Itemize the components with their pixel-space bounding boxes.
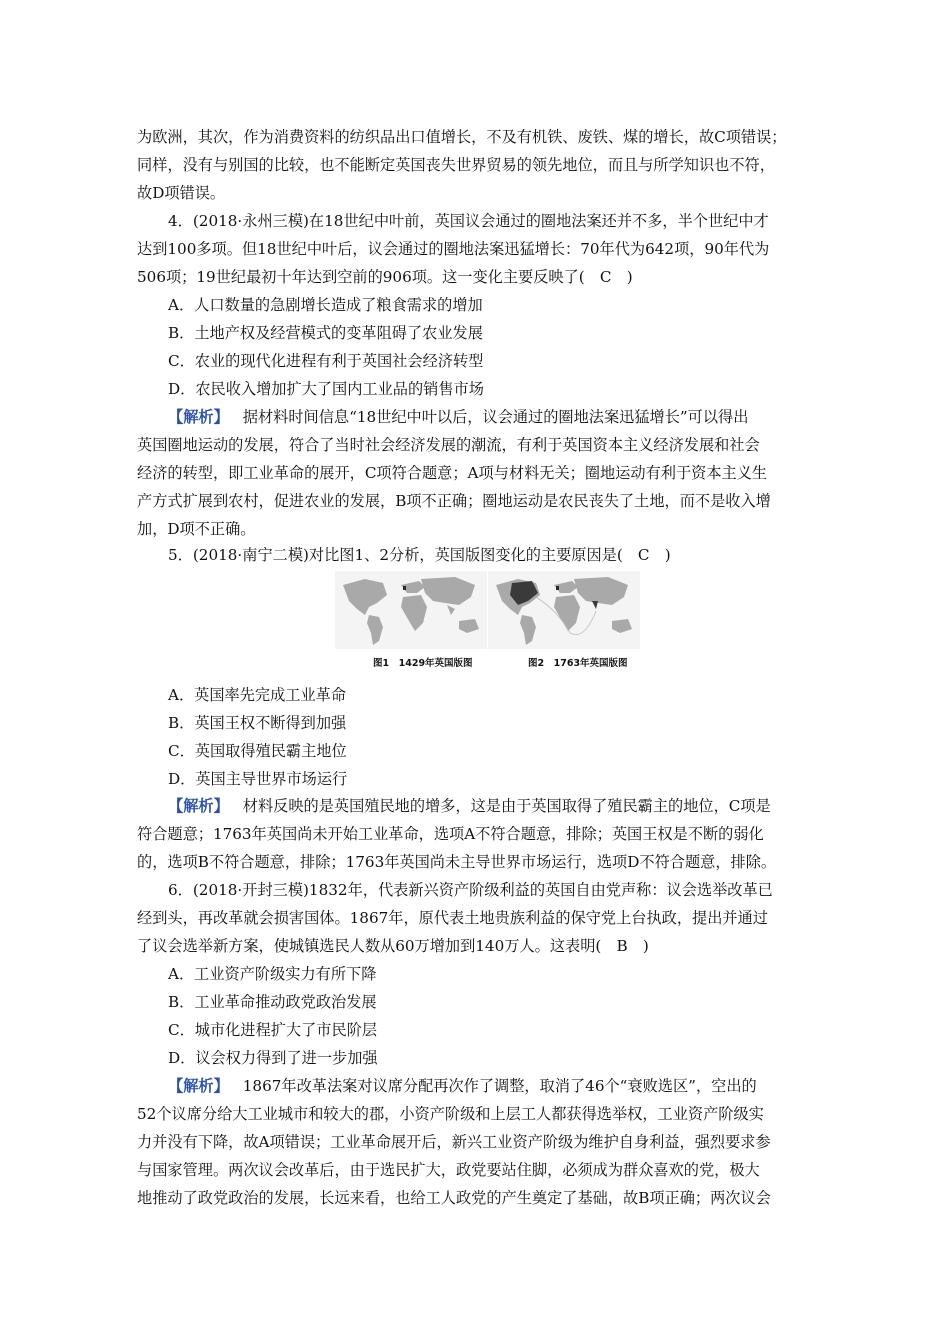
option-d: D．农民收入增加扩大了国内工业品的销售市场 — [168, 380, 484, 398]
text-line: 52个议席分给大工业城市和较大的郡，小资产阶级和上层工人都获得选举权，工业资产阶级实 — [137, 1105, 764, 1123]
text-line: 了议会选举新方案，使城镇选民人数从60万增加到140万人。这表明( B ) — [137, 937, 649, 955]
option-d: D．英国主导世界市场运行 — [168, 770, 348, 788]
text-line: 故D项错误。 — [137, 184, 226, 202]
option-d: D．议会权力得到了进一步加强 — [168, 1049, 378, 1067]
option-a: A．工业资产阶级实力有所下降 — [168, 965, 377, 983]
text-line: 达到100多项。但18世纪中叶后，议会通过的圈地法案迅猛增长：70年代为642项，90年代为 — [137, 240, 770, 258]
text-line: 506项；19世纪最初十年达到空前的906项。这一变化主要反映了( C ) — [137, 268, 633, 286]
world-map-icon — [335, 571, 487, 649]
text-line: 经济的转型，即工业革命的展开，C项符合题意；A项与材料无关；圈地运动有利于资本主义生 — [137, 464, 768, 482]
analysis-tag: 【解析】 — [168, 1077, 229, 1095]
question-6-stem: 6．(2018·开封三模)1832年，代表新兴资产阶级利益的英国自由党声称：议会选举改革已 — [168, 881, 773, 899]
analysis-tag: 【解析】 — [168, 797, 229, 815]
text-line: 同样，没有与别国的比较，也不能断定英国丧失世界贸易的领先地位，而且与所学知识也不符， — [137, 156, 775, 174]
option-b: B．工业革命推动政党政治发展 — [168, 993, 377, 1011]
map-figure — [335, 571, 640, 671]
world-map-icon — [488, 571, 640, 649]
text-line: 经到头，再改革就会损害国体。1867年，原代表土地贵族利益的保守党上台执政，提出并通过 — [137, 909, 768, 927]
question-5-stem: 5．(2018·南宁二模)对比图1、2分析，英国版图变化的主要原因是( C ) — [168, 546, 671, 564]
option-a: A．英国率先完成工业革命 — [168, 686, 347, 704]
option-c: C．英国取得殖民霸主地位 — [168, 742, 347, 760]
text-line: 英国圈地运动的发展，符合了当时社会经济发展的潮流，有利于英国资本主义经济发展和社会 — [137, 436, 760, 454]
option-b: B．土地产权及经营模式的变革阻碍了农业发展 — [168, 324, 483, 342]
analysis-text: 材料反映的是英国殖民地的增多，这是由于英国取得了殖民霸主的地位，C项是 — [242, 797, 771, 815]
analysis-6 — [168, 1076, 868, 1096]
option-c: C．农业的现代化进程有利于英国社会经济转型 — [168, 352, 484, 370]
option-c: C．城市化进程扩大了市民阶层 — [168, 1021, 378, 1039]
analysis-tag: 【解析】 — [168, 408, 229, 426]
figure-2-caption: 图2 1763年英国版图 — [528, 658, 628, 669]
question-4-stem: 4．(2018·永州三模)在18世纪中叶前，英国议会通过的圈地法案还并不多，半个世纪中才 — [168, 212, 769, 230]
text-line: 地推动了政党政治的发展，长远来看，也给工人政党的产生奠定了基础，故B项正确；两次议会 — [137, 1189, 771, 1207]
analysis-5 — [168, 796, 868, 816]
text-line: 符合题意；1763年英国尚未开始工业革命，选项A不符合题意，排除；英国王权是不断的弱化 — [137, 825, 764, 843]
text-line: 力并没有下降，故A项错误；工业革命展开后，新兴工业资产阶级为维护自身利益，强烈要求参 — [137, 1133, 771, 1151]
text-line: 加，D项不正确。 — [137, 520, 256, 538]
analysis-4 — [168, 407, 868, 427]
text-line: 产方式扩展到农村，促进农业的发展，B项不正确；圈地运动是农民丧失了土地，而不是收入增 — [137, 492, 771, 510]
text-line: 与国家管理。两次议会改革后，由于选民扩大，政党要站住脚，必须成为群众喜欢的党，极大 — [137, 1161, 760, 1179]
analysis-text: 1867年改革法案对议席分配再次作了调整，取消了46个“衰败选区”，空出的 — [242, 1077, 757, 1095]
option-b: B．英国王权不断得到加强 — [168, 714, 347, 732]
figure-1-caption: 图1 1429年英国版图 — [373, 658, 473, 669]
map-1429 — [335, 571, 487, 649]
map-1763 — [488, 571, 640, 649]
option-a: A．人口数量的急剧增长造成了粮食需求的增加 — [168, 296, 483, 314]
text-line: 为欧洲，其次，作为消费资料的纺织品出口值增长，不及有机铁、废铁、煤的增长，故C项错误； — [137, 128, 787, 146]
analysis-text: 据材料时间信息“18世纪中叶以后，议会通过的圈地法案迅猛增长”可以得出 — [242, 408, 749, 426]
text-line: 的，选项B不符合题意，排除；1763年英国尚未主导世界市场运行，选项D不符合题意，排除。 — [137, 853, 777, 871]
